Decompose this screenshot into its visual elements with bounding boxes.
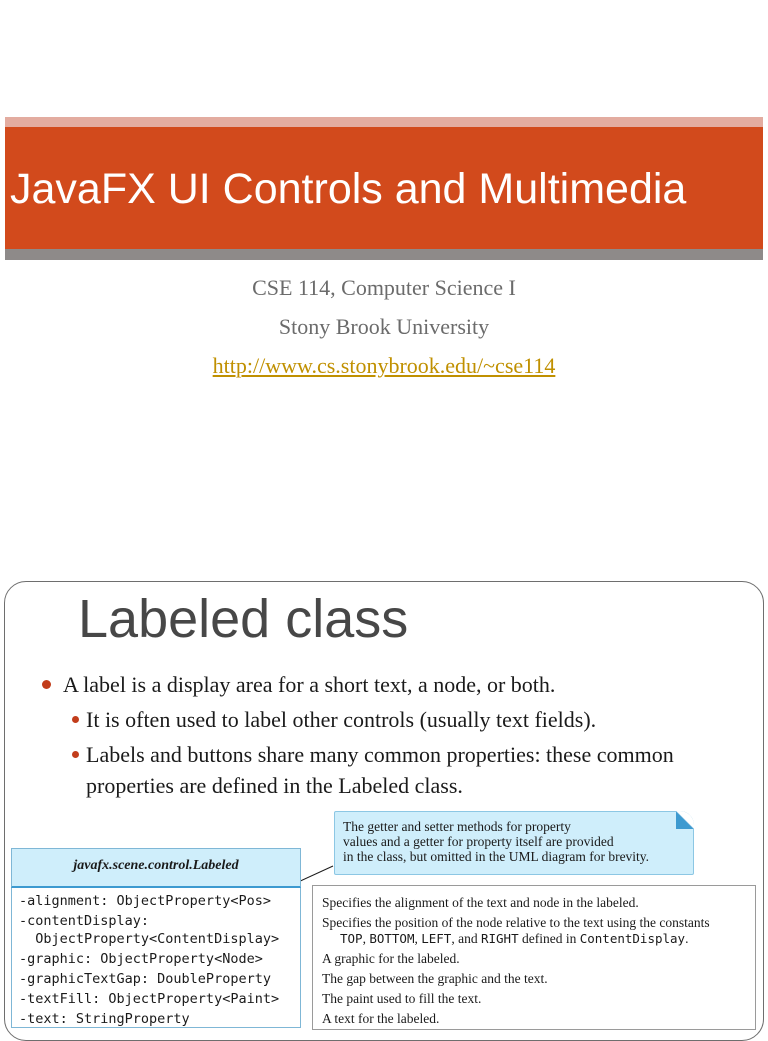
uml-property: -textFill: ObjectProperty<Paint> [19,991,280,1007]
defined-in-text: defined in [521,931,577,946]
slide-heading: Labeled class [78,589,409,649]
content-display-class: ContentDisplay [579,931,686,946]
description-text: A text for the labeled. [322,1011,440,1026]
description-content-display-line-2: TOP, BOTTOM, LEFT, and RIGHT defined in ContentDisplay. [340,931,689,946]
description-graphic-text-gap: The gap between the graphic and the text. [322,971,548,986]
callout-line-2: values and a getter for property itself are provided [343,834,614,849]
constant-right: RIGHT [480,931,519,946]
sub-bullet-2-line-2: properties are defined in the Labeled class. [86,773,463,798]
constant-left: LEFT [421,931,452,946]
uml-property: -graphic: ObjectProperty<Node> [19,951,263,967]
uml-property: -alignment: ObjectProperty<Pos> [19,893,271,909]
callout-line-1: The getter and setter methods for property [343,819,571,834]
uml-property: -graphicTextGap: DoubleProperty [19,971,271,987]
uml-class-name: javafx.scene.control.Labeled [73,858,239,873]
bullet-1: A label is a display area for a short text, a node, or both. [63,672,556,697]
uml-property: ObjectProperty<ContentDisplay> [19,931,280,947]
uml-property: -contentDisplay: [19,913,150,929]
description-alignment: Specifies the alignment of the text and node in the labeled. [322,895,639,910]
slide-title: JavaFX UI Controls and Multimedia [10,165,687,213]
course-name: CSE 114, Computer Science I [252,275,516,300]
description-text-fill: The paint used to fill the text. [322,991,482,1006]
course-url-link[interactable]: http://www.cs.stonybrook.edu/~cse114 [212,353,556,378]
constant-bottom: BOTTOM [369,931,415,946]
sub-bullet-2-line-1: Labels and buttons share many common properties: these common [86,742,674,767]
sub-bullet-1: It is often used to label other controls (usually text fields). [86,707,597,732]
constant-top: TOP [340,931,363,946]
description-graphic: A graphic for the labeled. [322,951,460,966]
description-content-display-line-1: Specifies the position of the node relative to the text using the constants [322,915,710,930]
conjunction: and [458,931,478,946]
uml-property: -text: StringProperty [19,1011,190,1027]
university-name: Stony Brook University [278,314,490,339]
callout-line-3: in the class, but omitted in the UML diagram for brevity. [343,849,650,864]
